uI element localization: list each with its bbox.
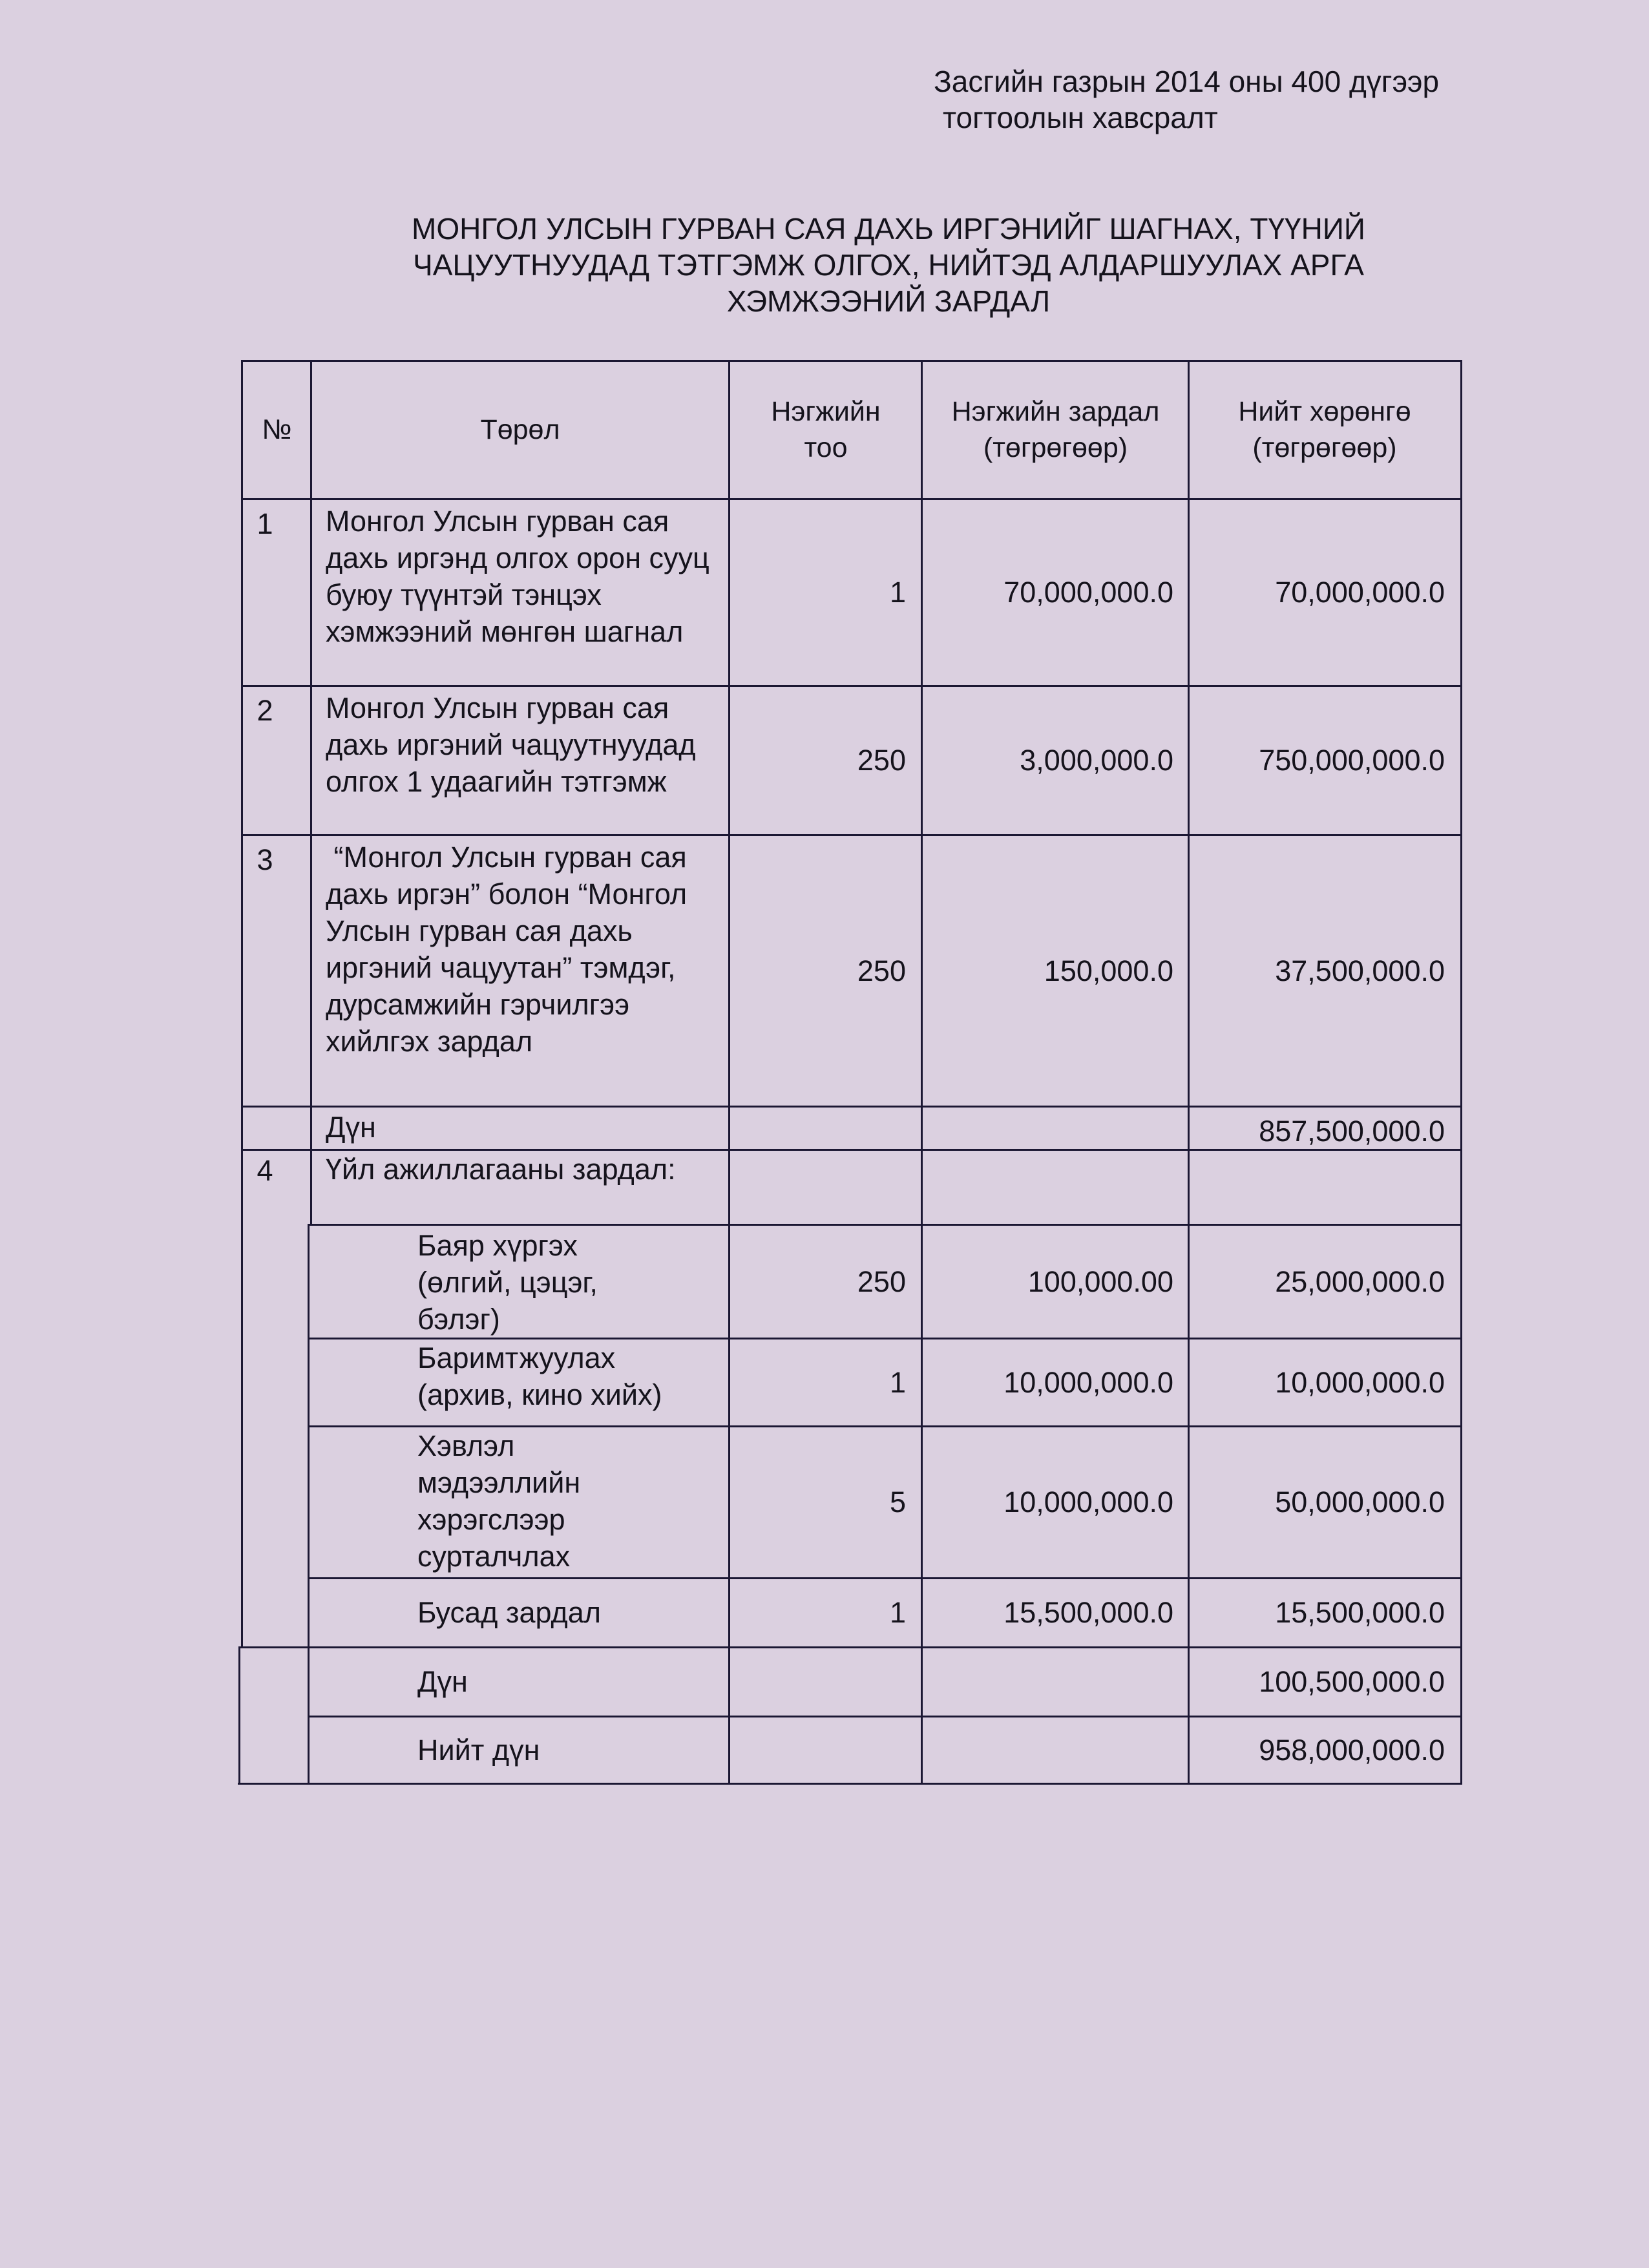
row-2-unit-cost: 3,000,000.0: [1020, 744, 1173, 777]
item-4-2-total: 10,000,000.0: [1275, 1365, 1445, 1399]
item-4-2-unit-cost: 10,000,000.0: [1003, 1365, 1173, 1399]
item-4-3-total: 50,000,000.0: [1275, 1486, 1445, 1518]
row-3-total: 37,500,000.0: [1275, 954, 1445, 987]
item-4-2-type: Баримтжуулах (архив, кино хийх): [417, 1341, 662, 1411]
row-3-unit-count: 250: [857, 954, 906, 987]
subtotal-2-label: Дүн: [417, 1665, 468, 1698]
item-4-1-unit-cost: 100,000.00: [1027, 1265, 1173, 1298]
title-line-1: МОНГОЛ УЛСЫН ГУРВАН САЯ ДАХЬ ИРГЭНИЙГ ШАГНАХ, ТҮҮНИЙ: [412, 212, 1365, 246]
subtotal-1-total: 857,500,000.0: [1259, 1115, 1445, 1148]
row-3-unit-cost: 150,000.0: [1044, 954, 1173, 987]
annex-line-2: тогтоолын хавсралт: [943, 101, 1218, 134]
item-4-4-unit-cost: 15,500,000.0: [1003, 1596, 1173, 1629]
row-2-unit-count: 250: [857, 744, 906, 777]
title-line-2: ЧАЦУУТНУУДАД ТЭТГЭМЖ ОЛГОХ, НИЙТЭД АЛДАРШУУЛАХ АРГА: [413, 248, 1364, 282]
section-4-label: Үйл ажиллагааны зардал:: [326, 1153, 676, 1186]
header-unit-cost: Нэгжийн зардал (төгрөгөөр): [951, 396, 1160, 463]
row-1-unit-count: 1: [889, 576, 906, 609]
annex-reference: [934, 63, 1439, 136]
header-type: Төрөл: [480, 414, 560, 445]
item-4-1-total: 25,000,000.0: [1275, 1265, 1445, 1298]
document-title: [304, 211, 1473, 319]
title-line-3: ХЭМЖЭЭНИЙ ЗАРДАЛ: [726, 284, 1051, 318]
item-4-2-unit-count: 1: [889, 1365, 906, 1399]
grand-total-value: 958,000,000.0: [1259, 1734, 1445, 1767]
row-1-no: 1: [257, 507, 273, 540]
item-4-3-unit-cost: 10,000,000.0: [1003, 1486, 1173, 1518]
header-total: Нийт хөрөнгө (төгрөгөөр): [1238, 396, 1411, 463]
item-4-1-type: Баяр хүргэх (өлгий, цэцэг, бэлэг): [417, 1229, 598, 1336]
row-1-type: Монгол Улсын гурван сая дахь иргэнд олгох орон сууц буюу түүнтэй тэнцэх хэмжээний мөнгөн шагнал: [326, 505, 709, 648]
subtotal-1-label: Дүн: [326, 1111, 376, 1144]
row-2-total: 750,000,000.0: [1259, 744, 1445, 777]
item-4-3-type: Хэвлэл мэдээллийн хэрэгслээр сурталчлах: [417, 1429, 581, 1573]
item-4-4-total: 15,500,000.0: [1275, 1596, 1445, 1629]
item-4-3-unit-count: 5: [889, 1486, 906, 1518]
section-4-no: 4: [257, 1154, 273, 1187]
header-unit-count: Нэгжийн тоо: [771, 396, 881, 463]
item-4-4-unit-count: 1: [889, 1596, 906, 1629]
row-1-total: 70,000,000.0: [1275, 576, 1445, 609]
item-4-4-type: Бусад зардал: [417, 1596, 602, 1629]
grand-total-label: Нийт дүн: [417, 1734, 540, 1767]
annex-line-1: Засгийн газрын 2014 оны 400 дүгээр: [934, 65, 1440, 98]
grid-line: [1460, 360, 1462, 1785]
row-2-type: Монгол Улсын гурван сая дахь иргэний чацуутнуудад олгох 1 удаагийн тэтгэмж: [326, 691, 696, 798]
subtotal-2-total: 100,500,000.0: [1259, 1665, 1445, 1698]
row-1-unit-cost: 70,000,000.0: [1003, 576, 1173, 609]
header-no: №: [262, 414, 292, 445]
row-3-no: 3: [257, 843, 273, 876]
row-3-type: “Монгол Улсын гурван сая дахь иргэн” болон “Монгол Улсын гурван сая дахь иргэний чацуутан” тэмдэг, дурсамжийн гэрчилгээ хийлгэх зардал: [326, 841, 695, 1058]
item-4-1-unit-count: 250: [857, 1265, 906, 1298]
row-2-no: 2: [257, 694, 273, 727]
grid-line: [238, 1646, 240, 1785]
